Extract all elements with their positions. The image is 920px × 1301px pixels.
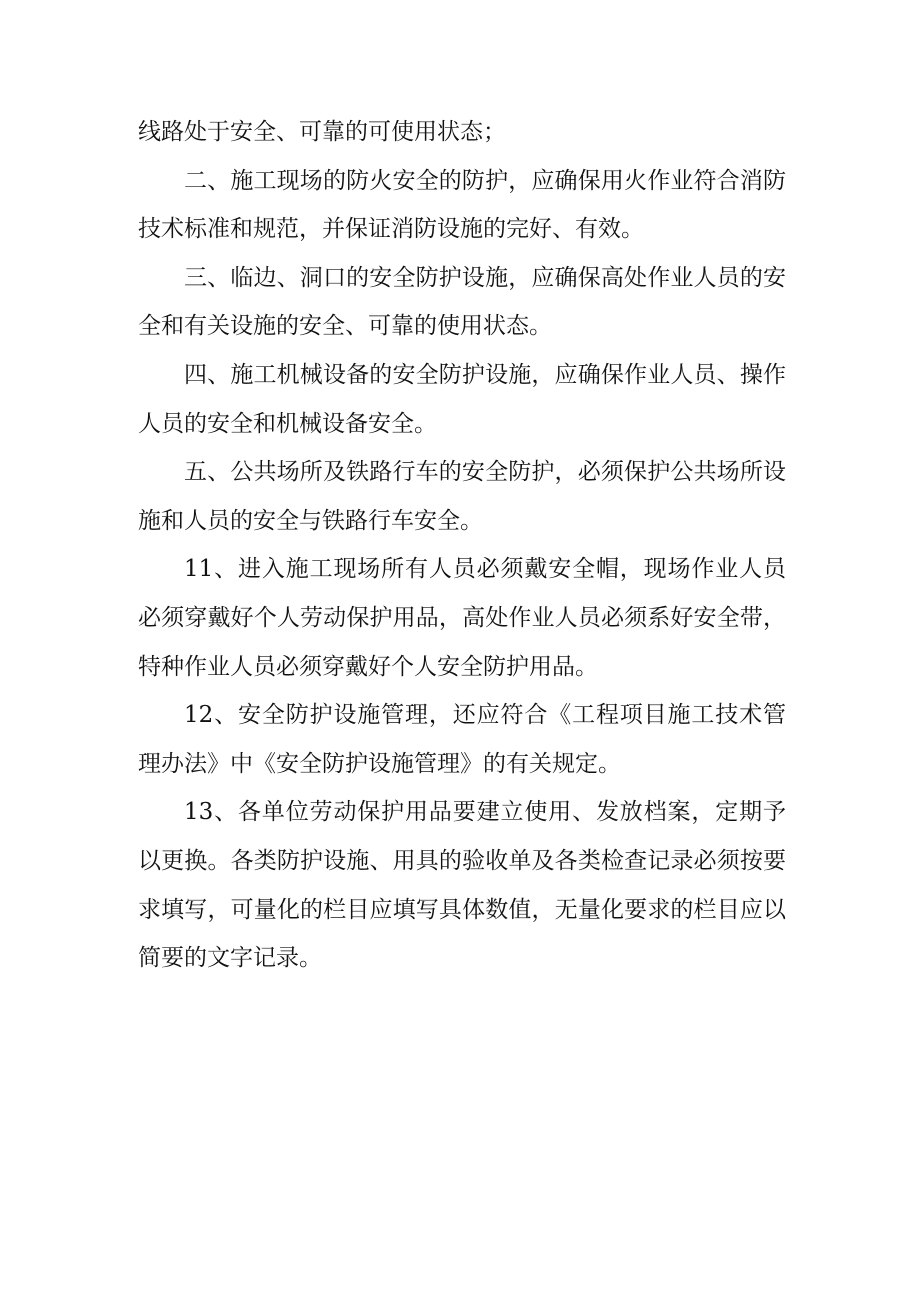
paragraph-item-13: 13、各单位劳动保护用品要建立使用、发放档案，定期予以更换。各类防护设施、用具的验收单及各类检查记录必须按要求填写，可量化的栏目应填写具体数值，无量化要求的栏目应以简要的文字记录。 <box>138 799 786 972</box>
paragraph-continuation: 线路处于安全、可靠的可使用状态； <box>138 119 506 145</box>
paragraph-item-4: 四、施工机械设备的安全防护设施，应确保作业人员、操作人员的安全和机械设备安全。 <box>138 361 786 437</box>
paragraph-item-3: 三、临边、洞口的安全防护设施，应确保高处作业人员的安全和有关设施的安全、可靠的使用状态。 <box>138 264 786 340</box>
paragraph-item-2: 二、施工现场的防火安全的防护，应确保用火作业符合消防技术标准和规范，并保证消防设施的完好、有效。 <box>138 167 786 243</box>
paragraph-item-11: 11、进入施工现场所有人员必须戴安全帽，现场作业人员必须穿戴好个人劳动保护用品，高处作业人员必须系好安全带，特种作业人员必须穿戴好个人安全防护用品。 <box>138 556 786 680</box>
paragraph-item-12: 12、安全防护设施管理，还应符合《工程项目施工技术管理办法》中《安全防护设施管理》的有关规定。 <box>138 702 786 777</box>
document-body <box>138 108 786 983</box>
paragraph-item-5: 五、公共场所及铁路行车的安全防护，必须保护公共场所设施和人员的安全与铁路行车安全。 <box>138 459 786 534</box>
